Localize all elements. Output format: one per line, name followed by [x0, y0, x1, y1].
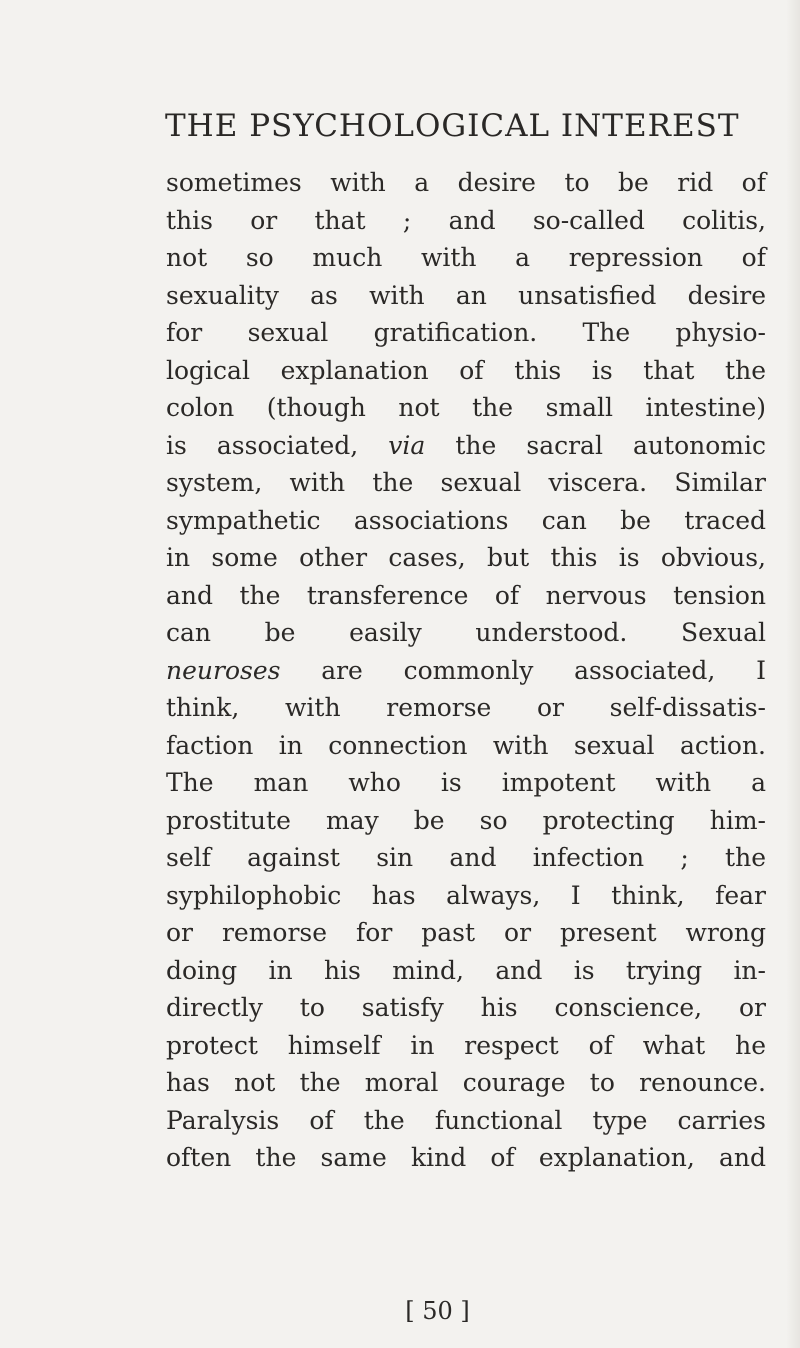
text-line: sexuality as with an unsatisfied desire [166, 280, 766, 310]
text-line: prostitute may be so protecting him- [166, 805, 766, 835]
text-line: sympathetic associations can be traced [166, 505, 766, 535]
text-line: self against sin and infection ; the [166, 843, 766, 872]
text-line: doing in his mind, and is trying in- [166, 955, 766, 985]
body-text [166, 164, 766, 1177]
text-line: has not the moral courage to renounce. [166, 1068, 766, 1097]
text-line: often the same kind of explanation, and [166, 1143, 766, 1172]
text-line: think, with remorse or self-dissatis- [166, 693, 766, 722]
italic-word: neuroses [166, 655, 281, 685]
text-line: sometimes with a desire to be rid of [166, 168, 766, 197]
text-line: logical explanation of this is that the [166, 355, 766, 385]
running-head: THE PSYCHOLOGICAL INTEREST [165, 108, 740, 144]
text-line: system, with the sexual viscera. Similar [166, 468, 766, 497]
text-line: protect himself in respect of what he [166, 1030, 766, 1060]
text-line: colon (though not the small intestine) [166, 393, 766, 422]
text-line: in some other cases, but this is obvious, [166, 543, 766, 572]
text-line: can be easily understood. Sexual [166, 618, 766, 647]
text-line: not so much with a repression of [166, 243, 766, 272]
text-line: is associated, via the sacral autonomic [166, 430, 766, 460]
text-line: and the transference of nervous tension [166, 580, 766, 610]
text-line: neuroses are commonly associated, I [166, 655, 766, 685]
text-line: The man who is impotent with a [166, 768, 766, 797]
text-line: directly to satisfy his conscience, or [166, 993, 766, 1022]
text-line: syphilophobic has always, I think, fear [166, 880, 766, 910]
text-line: for sexual gratification. The physio- [166, 318, 766, 347]
text-line: or remorse for past or present wrong [166, 918, 766, 947]
italic-word: via [388, 430, 426, 460]
page-number: [ 50 ] [405, 1297, 470, 1325]
text-line: faction in connection with sexual action. [166, 730, 766, 760]
text-line: Paralysis of the functional type carries [166, 1105, 766, 1135]
text-line: this or that ; and so-called colitis, [166, 205, 766, 235]
